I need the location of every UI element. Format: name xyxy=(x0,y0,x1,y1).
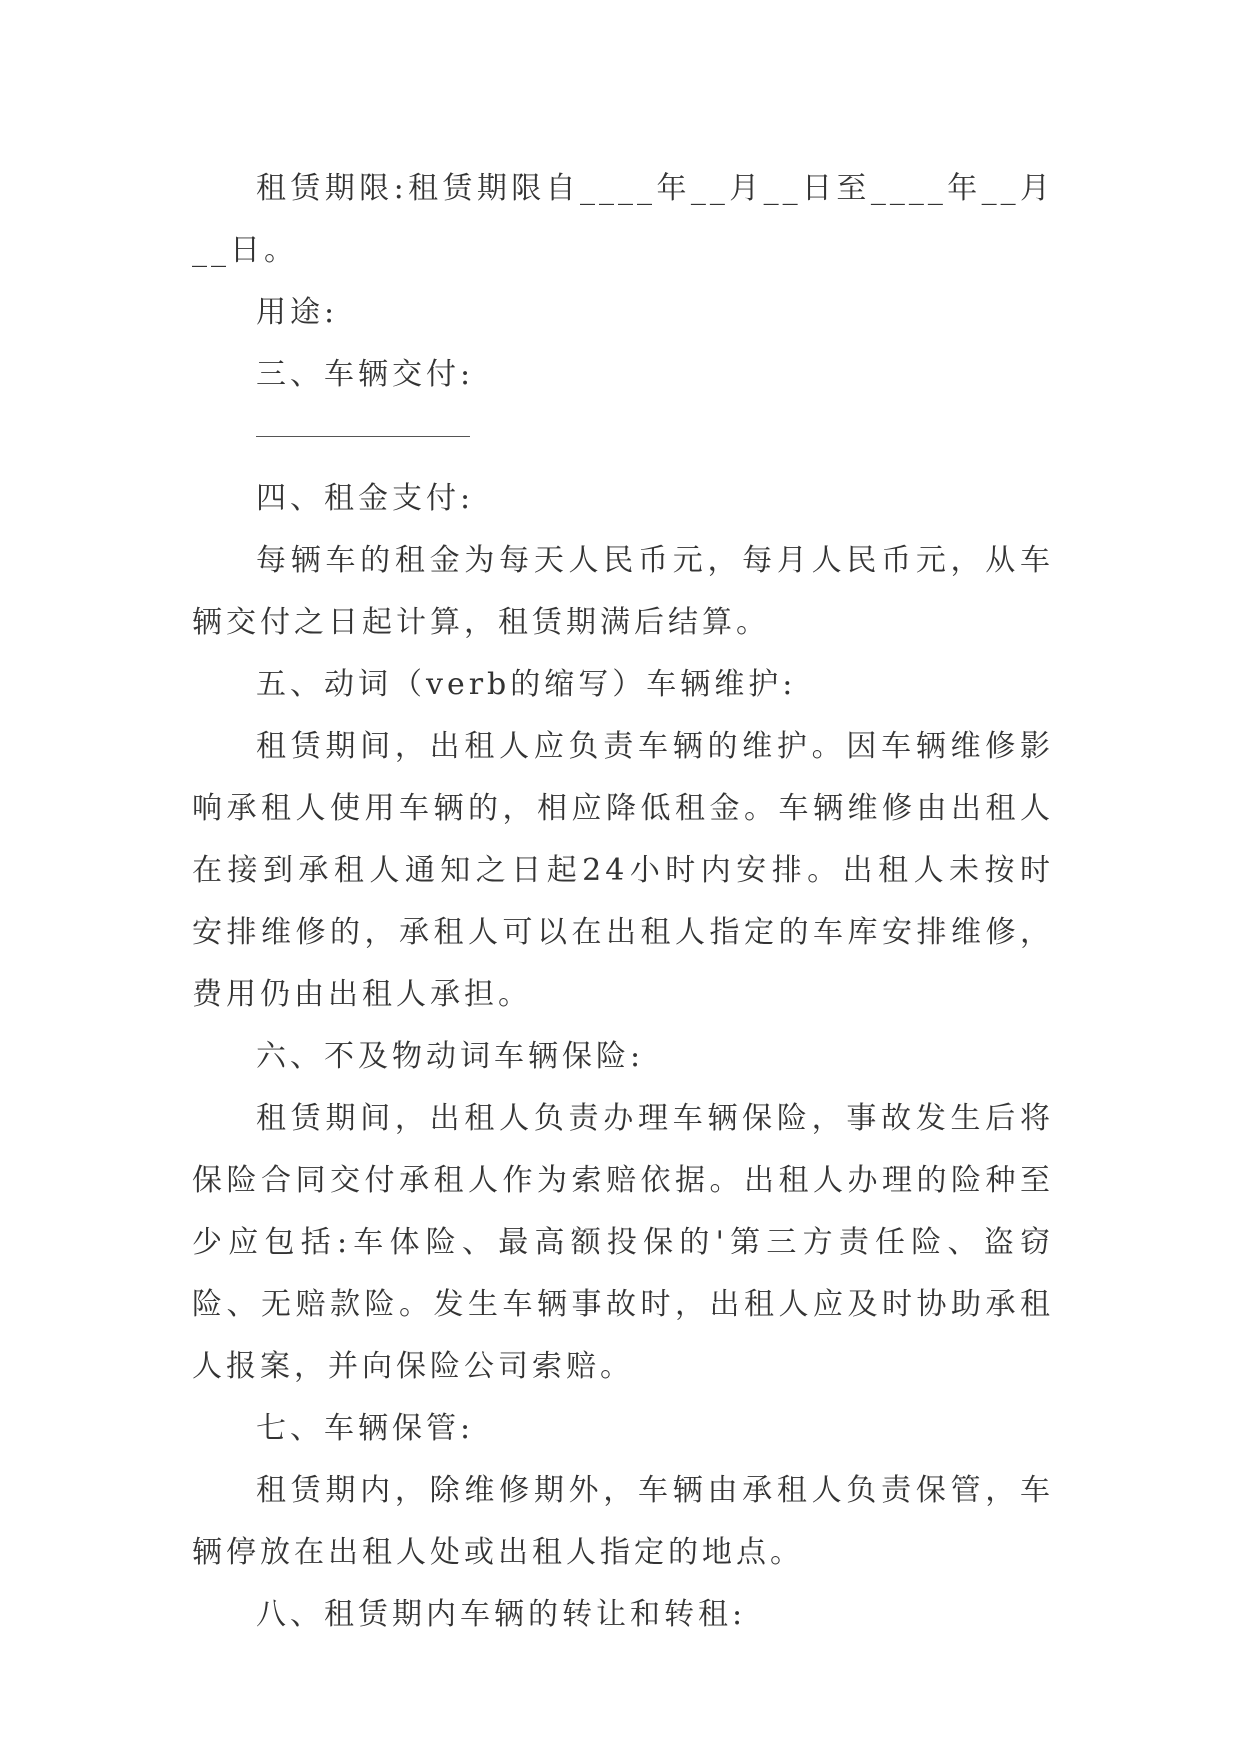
section-7-heading: 七、车辆保管: xyxy=(256,1411,475,1446)
section-3-heading: 三、车辆交付: xyxy=(256,357,475,392)
document-body xyxy=(192,158,1054,1646)
section-8-heading: 八、租赁期内车辆的转让和转租: xyxy=(256,1597,747,1632)
lease-term-paragraph: 租赁期限:租赁期限自____年__月__日至____年__月__日。 xyxy=(192,171,1054,268)
section-4-heading: 四、租金支付: xyxy=(256,481,475,516)
purpose-paragraph: 用途: xyxy=(256,295,339,330)
maintenance-paragraph: 租赁期间，出租人应负责车辆的维护。因车辆维修影响承租人使用车辆的，相应降低租金。车辆维修由出租人在接到承租人通知之日起24小时内安排。出租人未按时安排维修的，承租人可以在出租人指定的车库安排维修，费用仍由出租人承担。 xyxy=(192,729,1054,1012)
section-6-heading: 六、不及物动词车辆保险: xyxy=(256,1039,645,1074)
insurance-paragraph: 租赁期间，出租人负责办理车辆保险，事故发生后将保险合同交付承租人作为索赔依据。出租人办理的险种至少应包括:车体险、最高额投保的'第三方责任险、盗窃险、无赔款险。发生车辆事故时，出租人应及时协助承租人报案，并向保险公司索赔。 xyxy=(192,1101,1054,1384)
rent-payment-paragraph: 每辆车的租金为每天人民币元，每月人民币元，从车辆交付之日起计算，租赁期满后结算。 xyxy=(192,543,1054,640)
custody-paragraph: 租赁期内，除维修期外，车辆由承租人负责保管，车辆停放在出租人处或出租人指定的地点。 xyxy=(192,1473,1054,1570)
section-5-heading: 五、动词（verb的缩写）车辆维护: xyxy=(256,667,797,702)
fill-in-blank xyxy=(256,406,1054,468)
